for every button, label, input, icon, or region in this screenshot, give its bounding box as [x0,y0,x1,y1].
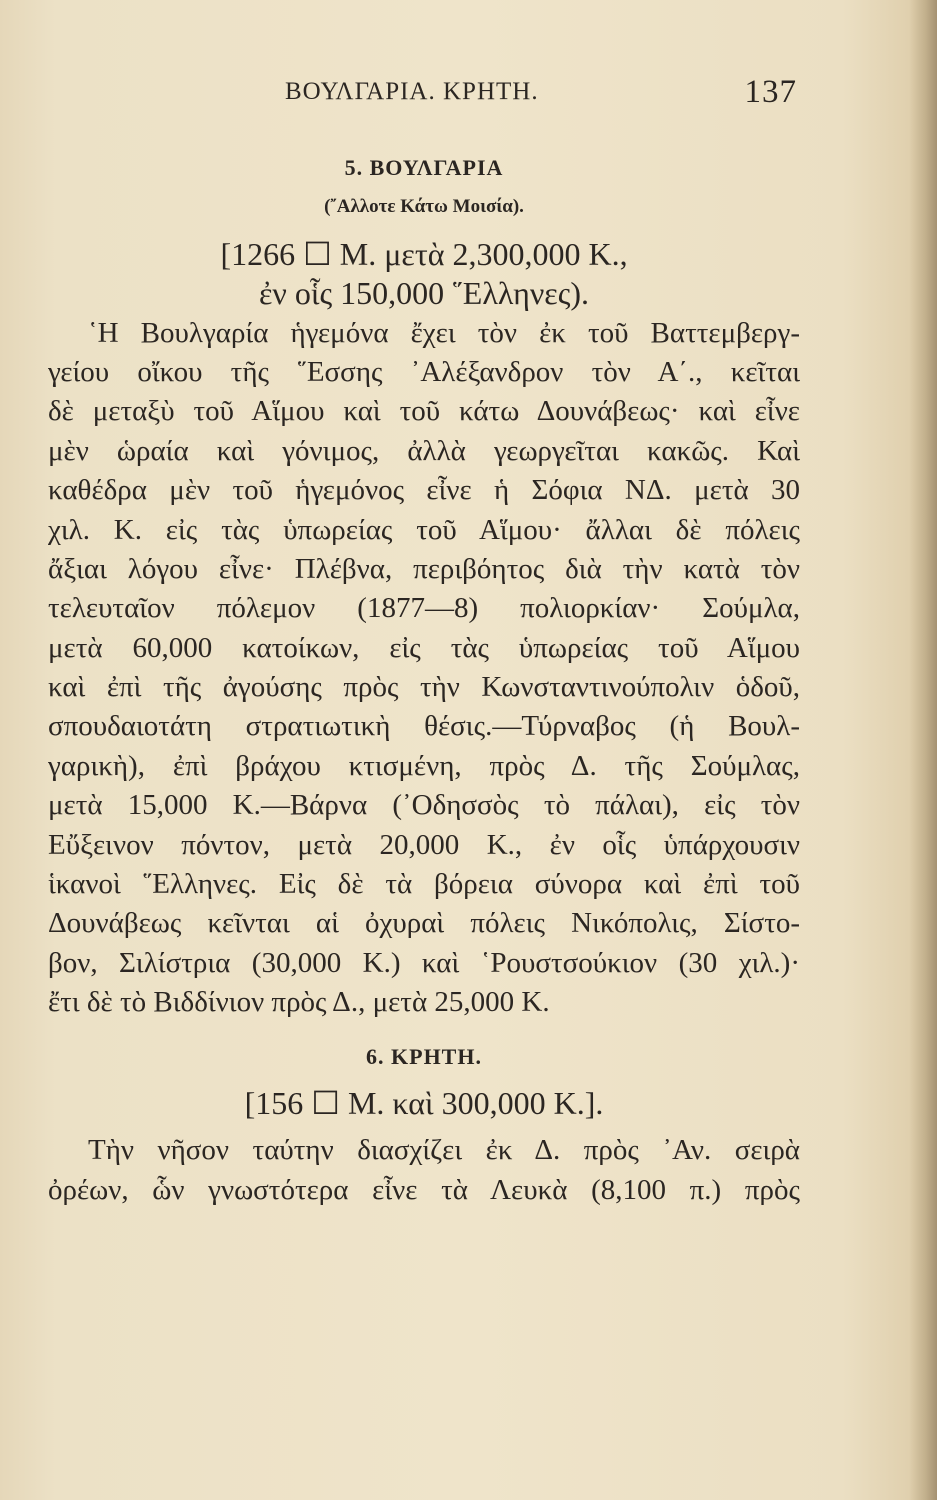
stat-line-crete: [156 ☐ Μ. καὶ 300,000 Κ.]. [244,1084,604,1121]
body-line: ἱκανοὶ ῞Ελληνες. Εἰς δὲ τὰ βόρεια σύνορα καὶ ἐπὶ τοῦ [48,868,800,901]
body-line: ἄξιαι λόγου εἶνε· Πλέβνα, περιβόητος διὰ τὴν κατὰ τὸν [48,552,800,585]
body-line: χιλ. Κ. εἰς τὰς ὑπωρείας τοῦ Αἵμου· ἄλλαι δὲ πόλεις [48,513,800,546]
section-heading-bulgaria: 5. ΒΟΥΛΓΑΡΙΑ [344,155,504,180]
body-line: ὀρέων, ὧν γνωστότερα εἶνε τὰ Λευκὰ (8,100 π.) πρὸς [48,1173,800,1206]
body-line: μὲν ὡραία καὶ γόνιμος, ἀλλὰ γεωργεῖται κακῶς. Καὶ [48,434,800,467]
running-head-title: ΒΟΥΛΓΑΡΙΑ. ΚΡΗΤΗ. [285,78,539,105]
page-number: 137 [744,74,797,110]
body-line: δὲ μεταξὺ τοῦ Αἵμου καὶ τοῦ κάτω Δουνάβεως· καὶ εἶνε [48,395,800,428]
body-line: τελευταῖον πόλεμον (1877—8) πολιορκίαν· Σούμλα, [48,592,800,625]
body-line: μετὰ 15,000 Κ.—Βάρνα (᾿Οδησσὸς τὸ πάλαι), εἰς τὸν [48,789,800,822]
stat-line-bulgaria-2: ἐν οἷς 150,000 ῞Ελληνες). [258,275,590,312]
body-line: γείου οἴκου τῆς ῞Εσσης ᾿Αλέξανδρον τὸν Α΄., κεῖται [48,355,800,388]
body-line: ἔτι δὲ τὸ Βιδδίνιον πρὸς Δ., μετὰ 25,000 Κ. [48,986,550,1019]
body-line: σπουδαιοτάτη στρατιωτικὴ θέσις.—Τύρναβος (ἡ Βουλ- [48,710,800,743]
text-block [48,148,800,1210]
body-line: Εὔξεινον πόντον, μετὰ 20,000 Κ., ἐν οἷς ὑπάρχουσιν [48,828,800,861]
section-heading-crete: 6. ΚΡΗΤΗ. [366,1043,482,1069]
body-line: Δουνάβεως κεῖνται αἱ ὀχυραὶ πόλεις Νικόπολις, Σίστο- [48,907,800,940]
body-line: καθέδρα μὲν τοῦ ἡγεμόνος εἶνε ἡ Σόφια ΝΔ. μετὰ 30 [48,474,800,507]
body-line: καὶ ἐπὶ τῆς ἀγούσης πρὸς τὴν Κωνσταντινούπολιν ὁδοῦ, [48,671,800,704]
page-edge-shadow [909,0,937,1500]
body-line: γαρικὴ), ἐπὶ βράχου κτισμένη, πρὸς Δ. τῆς Σούμλας, [48,749,800,782]
section-subheading-bulgaria: (῎Αλλοτε Κάτω Μοισία). [324,196,524,218]
running-head [285,74,805,118]
body-line: βον, Σιλίστρια (30,000 Κ.) καὶ ῾Ρουστσούκιον (30 χιλ.)· [48,946,800,979]
stat-line-bulgaria-1: [1266 ☐ Μ. μετὰ 2,300,000 Κ., [220,235,628,272]
body-line: ῾Η Βουλγαρία ἡγεμόνα ἔχει τὸν ἐκ τοῦ Βαττεμβεργ- [88,316,800,349]
body-line: Τὴν νῆσον ταύτην διασχίζει ἐκ Δ. πρὸς ᾿Αν. σειρὰ [88,1134,800,1167]
body-line: μετὰ 60,000 κατοίκων, εἰς τὰς ὑπωρείας τοῦ Αἵμου [48,631,800,664]
